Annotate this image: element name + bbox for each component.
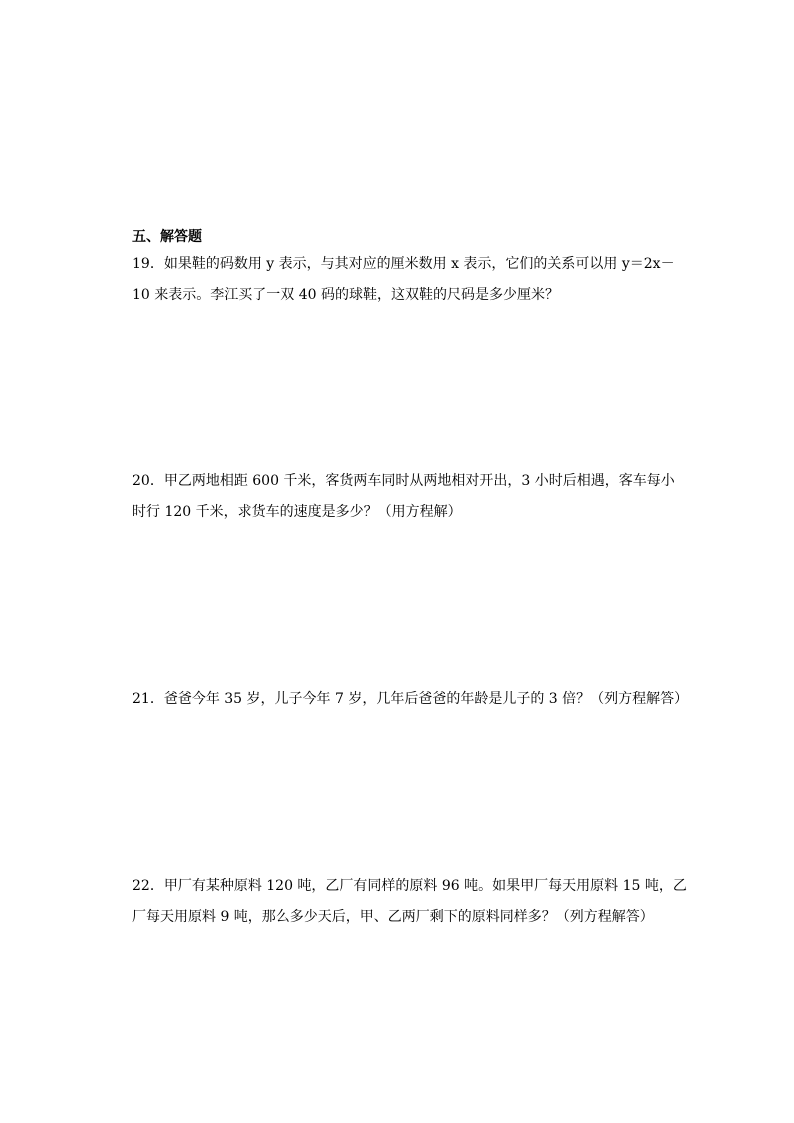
question-22-line-2: 厂每天用原料 9 吨，那么多少天后，甲、乙两厂剩下的原料同样多？（列方程解答）: [132, 909, 654, 925]
question-19-line-1: 19．如果鞋的码数用 y 表示，与其对应的厘米数用 x 表示，它们的关系可以用 y＝2x－: [132, 256, 675, 272]
question-22-line-1: 22．甲厂有某种原料 120 吨，乙厂有同样的原料 96 吨。如果甲厂每天用原料 15 吨，乙: [132, 878, 687, 894]
question-19-line-2: 10 来表示。李江买了一双 40 码的球鞋，这双鞋的尺码是多少厘米？: [132, 287, 559, 303]
question-20-line-2: 时行 120 千米，求货车的速度是多少？（用方程解）: [132, 504, 462, 520]
question-21-line-1: 21．爸爸今年 35 岁，儿子今年 7 岁，几年后爸爸的年龄是儿子的 3 倍？（列方程解答）: [132, 691, 689, 707]
question-20-line-1: 20．甲乙两地相距 600 千米，客货两车同时从两地相对开出，3 小时后相遇，客车每小: [132, 473, 675, 489]
question-22: [132, 871, 687, 933]
question-19: [132, 249, 675, 311]
question-20: [132, 466, 675, 528]
question-21: [132, 684, 689, 715]
section-title: 五、解答题: [132, 229, 202, 245]
